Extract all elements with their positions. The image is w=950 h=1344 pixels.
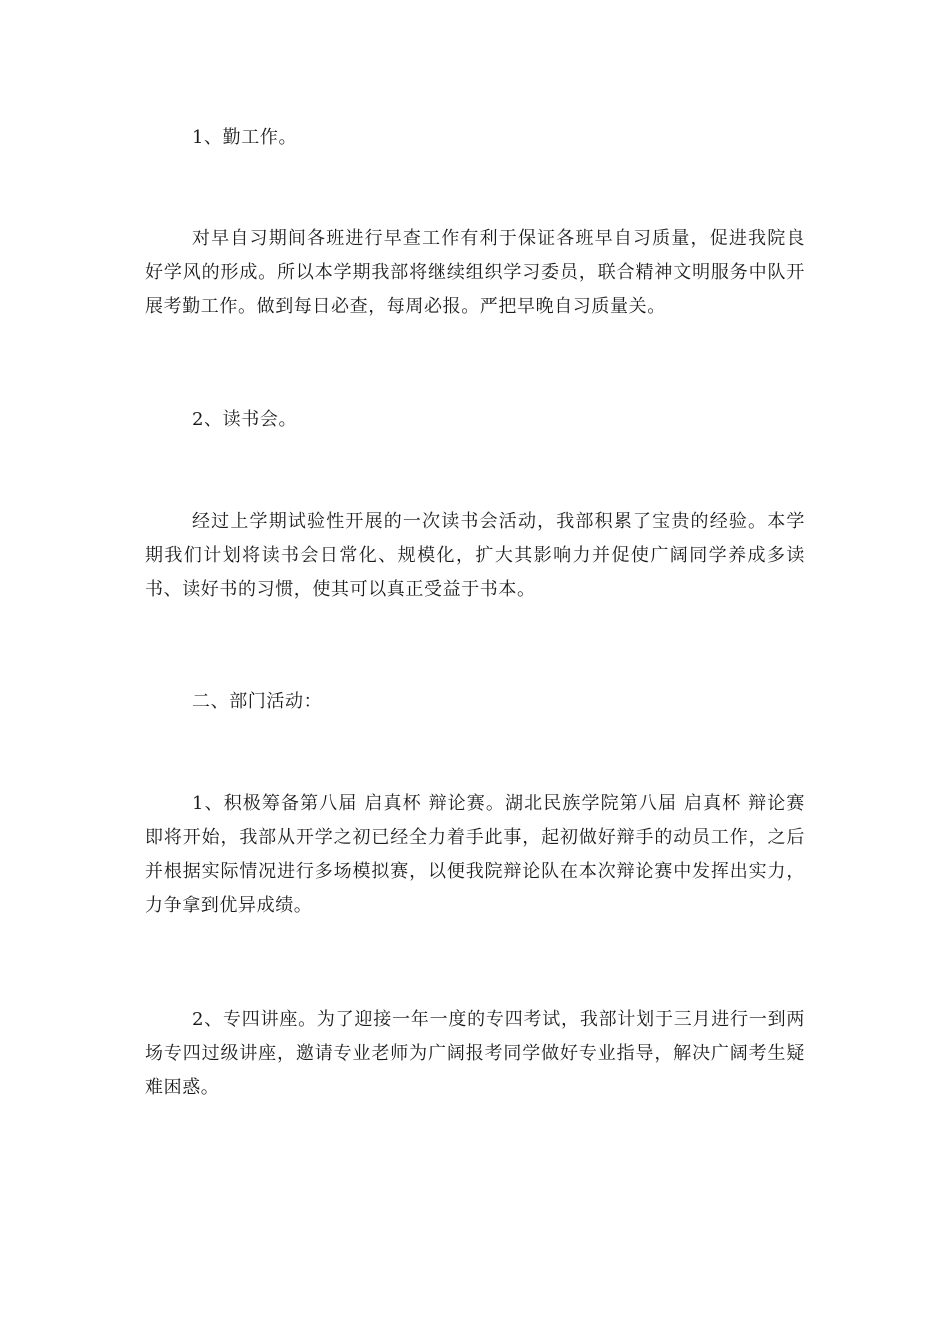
- paragraph-reading-club: 经过上学期试验性开展的一次读书会活动，我部积累了宝贵的经验。本学期我们计划将读书会日常化、规模化，扩大其影响力并促使广阔同学养成多读书、读好书的习惯，使其可以真正受益于书本。: [145, 511, 805, 600]
- section-heading-reading-club: 2、读书会。: [192, 409, 298, 430]
- section-heading-department-activities: 二、部门活动：: [192, 691, 323, 712]
- paragraph-tem4-lecture: 2、专四讲座。为了迎接一年一度的专四考试，我部计划于三月进行一到两场专四过级讲座，邀请专业老师为广阔报考同学做好专业指导，解决广阔考生疑难困惑。: [145, 1009, 805, 1098]
- paragraph-debate-competition: 1、积极筹备第八届 启真杯 辩论赛。湖北民族学院第八届 启真杯 辩论赛即将开始，我部从开学之初已经全力着手此事，起初做好辩手的动员工作，之后并根据实际情况进行多场模拟赛，以便我院辩论队在本次辩论赛中发挥出实力，力争拿到优异成绩。: [145, 793, 805, 916]
- section-heading-attendance: 1、勤工作。: [192, 127, 298, 148]
- paragraph-attendance: 对早自习期间各班进行早查工作有利于保证各班早自习质量，促进我院良好学风的形成。所以本学期我部将继续组织学习委员，联合精神文明服务中队开展考勤工作。做到每日必查，每周必报。严把早晚自习质量关。: [145, 228, 805, 317]
